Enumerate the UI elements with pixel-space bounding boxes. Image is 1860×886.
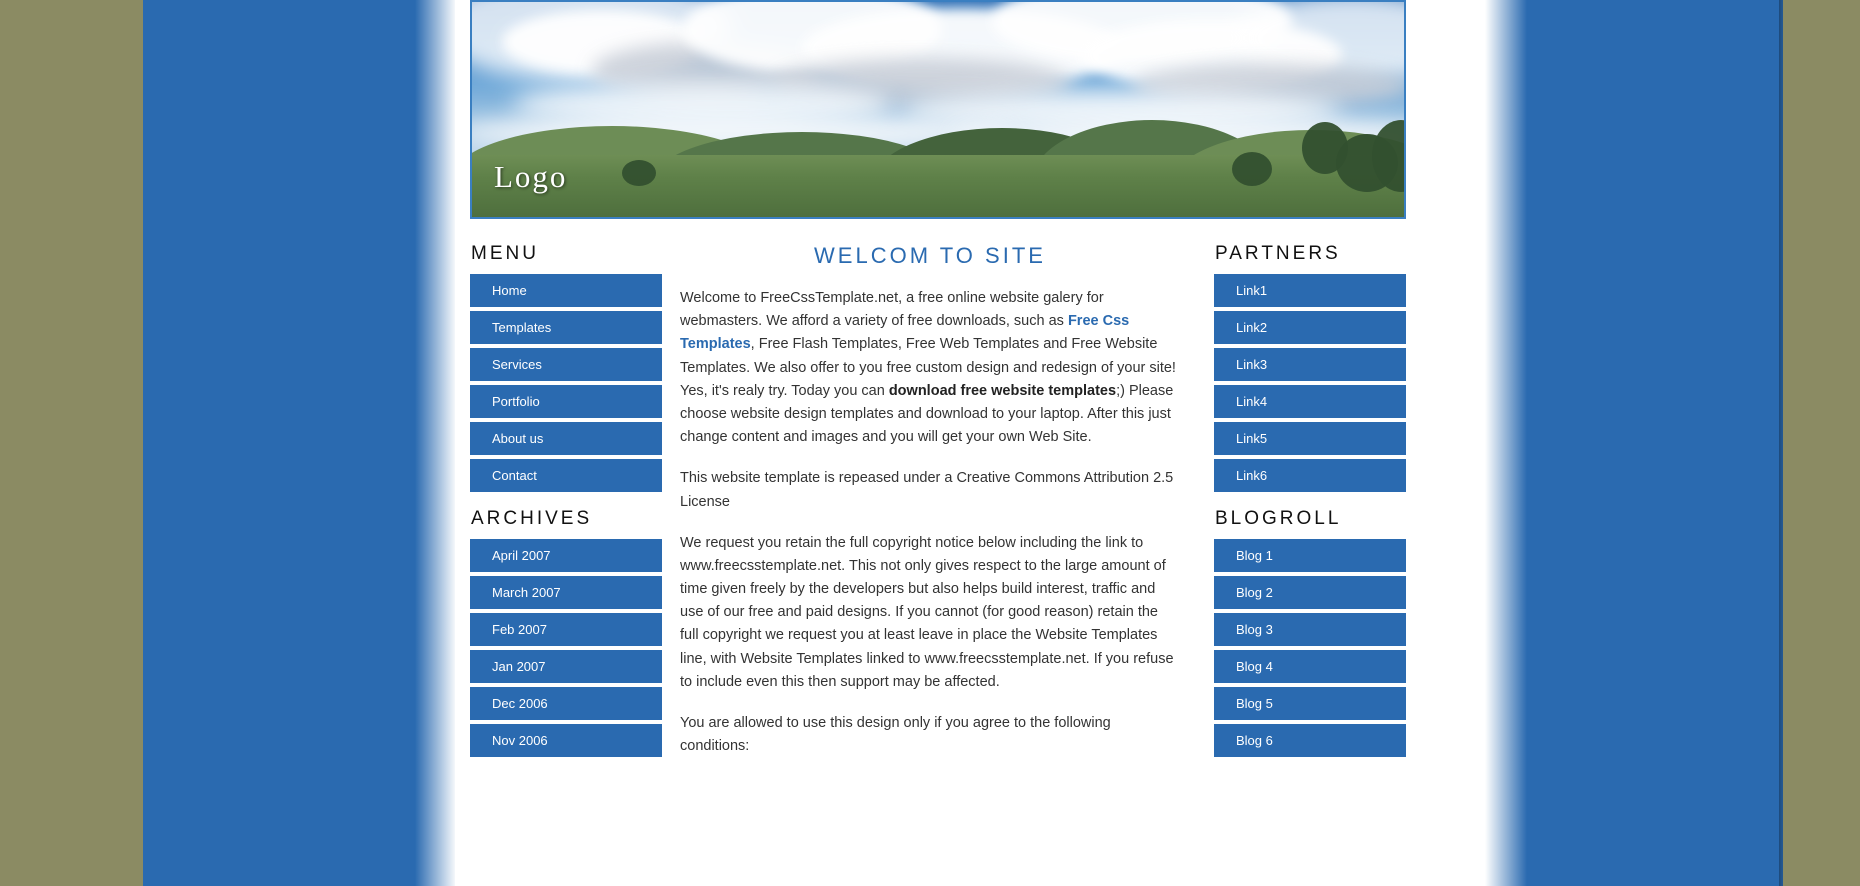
partners-heading: PARTNERS (1215, 243, 1341, 264)
list-item (1214, 650, 1406, 683)
list-item (470, 687, 662, 720)
conditions-paragraph: You are allowed to use this design only if you agree to the following conditions: (680, 715, 1111, 755)
page-title: WELCOM TO SITE (814, 243, 1046, 268)
blog-link-3[interactable]: Blog 3 (1214, 613, 1406, 646)
list-item (470, 348, 662, 381)
list-item (1214, 348, 1406, 381)
download-free-templates-emphasis: download free website templates (888, 382, 1117, 399)
archives-list (470, 539, 662, 757)
list-item (470, 311, 662, 344)
blogroll-list (1214, 539, 1406, 757)
list-item (470, 724, 662, 757)
sidebar-item-portfolio[interactable]: Portfolio (470, 385, 662, 418)
list-item (470, 539, 662, 572)
partner-link-6[interactable]: Link6 (1214, 459, 1406, 492)
background-right-fade (1485, 0, 1527, 886)
site-header-banner (470, 0, 1406, 219)
blog-link-5[interactable]: Blog 5 (1214, 687, 1406, 720)
list-item (1214, 422, 1406, 455)
list-item (470, 385, 662, 418)
archive-item-march-2007[interactable]: March 2007 (470, 576, 662, 609)
list-item (1214, 311, 1406, 344)
list-item (1214, 385, 1406, 418)
license-paragraph: This website template is repeased under a Creative Commons Attribution 2.5 License (680, 470, 1174, 510)
sidebar-item-templates[interactable]: Templates (470, 311, 662, 344)
list-item (1214, 724, 1406, 757)
copyright-request-paragraph: We request you retain the full copyright notice below including the link to www.freecsstemplate.net. This not only gives respect to the large amount of time given freely by the developers but also helps build interest, traffic and use of our free and paid designs. If you cannot (for good reason) retain the full copyright we request you at least leave in place the Website Templates line, with Website Templates linked to www.freecsstemplate.net. If you refuse to include even this then support may be affected. (680, 534, 1174, 690)
sidebar-item-contact[interactable]: Contact (470, 459, 662, 492)
left-sidebar (470, 243, 662, 773)
partner-link-5[interactable]: Link5 (1214, 422, 1406, 455)
intro-text-part-2: , Free Flash Templates, Free Web Templates and Free Website Templates. We also offer to you free custom design and redesign of your site! Yes, it's realy try. Today you can (680, 336, 1176, 399)
blog-link-4[interactable]: Blog 4 (1214, 650, 1406, 683)
partners-list (1214, 274, 1406, 492)
archives-heading: ARCHIVES (471, 508, 593, 529)
tree-shape (1232, 152, 1272, 186)
archive-item-jan-2007[interactable]: Jan 2007 (470, 650, 662, 683)
partner-link-2[interactable]: Link2 (1214, 311, 1406, 344)
list-item (470, 422, 662, 455)
blog-link-2[interactable]: Blog 2 (1214, 576, 1406, 609)
menu-heading: MENU (471, 243, 539, 264)
list-item (1214, 539, 1406, 572)
archive-item-april-2007[interactable]: April 2007 (470, 539, 662, 572)
right-sidebar (1214, 243, 1406, 773)
archive-item-dec-2006[interactable]: Dec 2006 (470, 687, 662, 720)
list-item (1214, 576, 1406, 609)
menu-list (470, 274, 662, 492)
list-item (1214, 613, 1406, 646)
partner-link-3[interactable]: Link3 (1214, 348, 1406, 381)
sidebar-item-services[interactable]: Services (470, 348, 662, 381)
tree-shape (622, 160, 656, 186)
blog-link-1[interactable]: Blog 1 (1214, 539, 1406, 572)
blog-link-6[interactable]: Blog 6 (1214, 724, 1406, 757)
site-logo[interactable]: Logo (494, 159, 568, 194)
sidebar-item-home[interactable]: Home (470, 274, 662, 307)
list-item (470, 274, 662, 307)
archive-item-nov-2006[interactable]: Nov 2006 (470, 724, 662, 757)
free-css-templates-link[interactable]: Free Css Templates (680, 313, 1130, 353)
partner-link-1[interactable]: Link1 (1214, 274, 1406, 307)
list-item (1214, 274, 1406, 307)
list-item (1214, 687, 1406, 720)
partner-link-4[interactable]: Link4 (1214, 385, 1406, 418)
sidebar-item-about-us[interactable]: About us (470, 422, 662, 455)
list-item (470, 459, 662, 492)
archive-item-feb-2007[interactable]: Feb 2007 (470, 613, 662, 646)
intro-text-part-1: Welcome to FreeCssTemplate.net, a free online website galery for webmasters. We afford a variety of free downloads, such as (680, 290, 1104, 330)
background-left-fade (415, 0, 457, 886)
blogroll-heading: BLOGROLL (1215, 508, 1342, 529)
intro-paragraph (680, 287, 1180, 449)
list-item (470, 650, 662, 683)
intro-text-part-3: ;) Please choose website design templates and download to your laptop. After this just change content and images and you will get your own Web Site. (680, 382, 1174, 446)
list-item (1214, 459, 1406, 492)
list-item (470, 613, 662, 646)
background-right-olive (1783, 0, 1860, 886)
site-container (470, 0, 1410, 886)
list-item (470, 576, 662, 609)
main-content (680, 243, 1180, 776)
